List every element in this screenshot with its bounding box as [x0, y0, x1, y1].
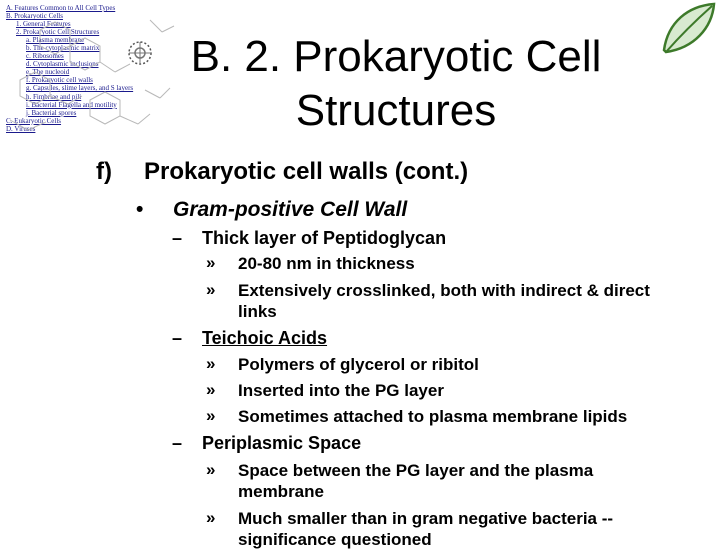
outline-link[interactable]: D. Viruses [6, 124, 36, 133]
outline-link[interactable]: i. Bacterial Flagella and motility [26, 100, 117, 109]
outline-link[interactable]: 1. General Features [16, 20, 71, 29]
section-heading [96, 158, 468, 186]
item-marker: » [206, 280, 216, 299]
outline-link[interactable]: A. Features Common to All Cell Types [6, 4, 116, 12]
dash-marker: – [172, 228, 183, 248]
item-marker: » [206, 253, 216, 272]
item-marker: » [206, 508, 216, 527]
outline-link[interactable]: c. Ribosomes [26, 52, 64, 61]
list-item [206, 280, 706, 322]
slide-title [176, 30, 616, 138]
subsection-text: Teichoic Acids [202, 328, 328, 348]
list-item [206, 460, 706, 502]
list-item [206, 508, 706, 550]
item-marker: » [206, 380, 216, 399]
subsection-teichoic-acids [172, 328, 327, 349]
outline-link[interactable]: 2. Prokaryotic Cell Structures [16, 28, 100, 37]
subsection-text: Periplasmic Space [202, 433, 362, 453]
item-text: Space between the PG layer and the plasma membrane [238, 461, 594, 501]
outline-link[interactable]: f. Prokaryotic cell walls [26, 76, 93, 85]
item-text: Much smaller than in gram negative bacteria -- significance questioned [238, 509, 614, 549]
outline-link[interactable]: e. The nucleoid [26, 68, 70, 77]
item-text: Inserted into the PG layer [238, 381, 444, 400]
molecule-ring-icon [125, 38, 155, 68]
item-text: Polymers of glycerol or ribitol [238, 355, 479, 374]
heading-marker: f) [96, 158, 112, 185]
outline-link[interactable]: B. Prokaryotic Cells [6, 12, 63, 21]
subsection-text: Thick layer of Peptidoglycan [202, 228, 447, 248]
bullet-text: Gram-positive Cell Wall [173, 198, 408, 221]
heading-text: Prokaryotic cell walls (cont.) [144, 158, 469, 185]
dash-marker: – [172, 433, 183, 453]
outline-link[interactable]: a. Plasma membrane [26, 36, 85, 45]
item-text: Sometimes attached to plasma membrane lipids [238, 407, 628, 426]
list-item [206, 406, 706, 427]
item-marker: » [206, 406, 216, 425]
item-text: 20-80 nm in thickness [238, 254, 415, 273]
outline-link[interactable]: C. Eukaryotic Cells [6, 116, 62, 125]
slide-title-line1: B. 2. Prokaryotic Cell [190, 32, 602, 81]
item-marker: » [206, 460, 216, 479]
outline-link[interactable]: b. The cytoplasmic matrix [26, 44, 100, 53]
outline-link[interactable]: h. Fimbriae and pili [26, 92, 82, 101]
molecule-art [0, 0, 180, 150]
bullet-gram-positive [136, 198, 407, 222]
list-item [206, 253, 706, 274]
list-item [206, 354, 706, 375]
leaf-icon [658, 0, 718, 60]
bullet-marker: • [136, 198, 144, 221]
outline-link[interactable]: g. Capsules, slime layers, and S layers [26, 84, 134, 93]
item-text: Extensively crosslinked, both with indirect & direct links [238, 281, 650, 321]
outline-link[interactable]: d. Cytoplasmic inclusions [26, 60, 99, 69]
dash-marker: – [172, 328, 183, 348]
list-item [206, 380, 706, 401]
slide-title-line2: Structures [295, 86, 497, 135]
subsection-periplasmic-space [172, 433, 361, 454]
outline-link[interactable]: j. Bacterial spores [26, 108, 77, 117]
item-marker: » [206, 354, 216, 373]
subsection-peptidoglycan [172, 228, 446, 249]
